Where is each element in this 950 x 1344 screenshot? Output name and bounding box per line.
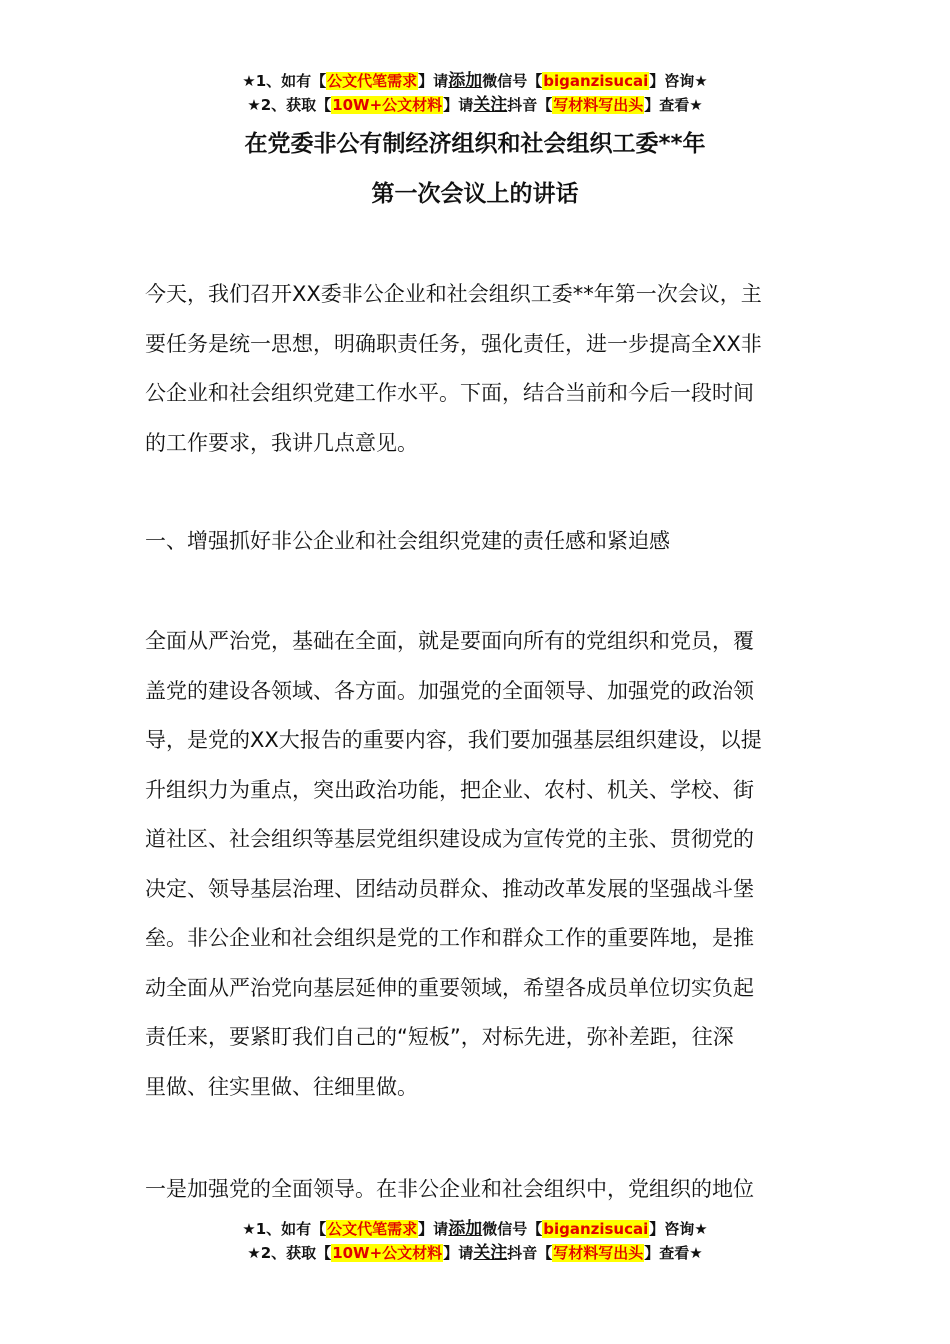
banner-highlight-materials: 10W+公文材料 — [332, 1244, 443, 1262]
intro-paragraph — [145, 270, 807, 468]
section-heading-1 — [145, 517, 807, 567]
banner-text: ★1、如有【 — [242, 72, 327, 90]
banner-line-2 — [0, 94, 950, 118]
text-line: 公企业和社会组织党建工作水平。下面，结合当前和今后一段时间 — [145, 381, 754, 405]
banner-highlight-wechat-id: biganzisucai — [543, 72, 649, 90]
banner-highlight-materials: 10W+公文材料 — [332, 96, 443, 114]
text-line: 升组织力为重点，突出政治功能，把企业、农村、机关、学校、街 — [145, 777, 754, 802]
banner-text: 抖音【 — [507, 96, 553, 114]
text-line: 全面从严治党，基础在全面，就是要面向所有的党组织和党员，覆 — [145, 629, 754, 653]
banner-text: 】请 — [418, 1220, 449, 1238]
banner-text: 微信号【 — [482, 72, 543, 90]
text-line: 一是加强党的全面领导。在非公企业和社会组织中，党组织的地位 — [145, 1177, 754, 1201]
heading-text: 一、增强抓好非公企业和社会组织党建的责任感和紧迫感 — [145, 529, 670, 553]
banner-highlight-wechat-id: biganzisucai — [543, 1220, 649, 1238]
text-line: 责任来，要紧盯我们自己的“短板”，对标先进，弥补差距，往深 — [145, 1025, 734, 1049]
banner-text: 】请 — [443, 1244, 474, 1262]
section-1-paragraph — [145, 617, 807, 1112]
banner-underlined-text: 关注 — [473, 95, 508, 115]
top-banner — [0, 70, 950, 118]
banner-text: 抖音【 — [507, 1244, 553, 1262]
banner-line-2 — [0, 1242, 950, 1266]
banner-underlined-text: 关注 — [473, 1243, 508, 1263]
banner-text: 微信号【 — [482, 1220, 543, 1238]
banner-text: 】咨询★ — [649, 72, 708, 90]
document-title-line-2: 第一次会议上的讲话 — [371, 181, 579, 207]
banner-highlight-service: 公文代笔需求 — [327, 1220, 418, 1238]
banner-highlight-service: 公文代笔需求 — [327, 72, 418, 90]
banner-highlight-douyin: 写材料写出头 — [553, 1244, 644, 1262]
banner-text: ★1、如有【 — [242, 1220, 327, 1238]
banner-text: 】查看★ — [644, 1244, 703, 1262]
text-line: 动全面从严治党向基层延伸的重要领域，希望各成员单位切实负起 — [145, 975, 754, 1000]
text-line: 的工作要求，我讲几点意见。 — [145, 430, 418, 455]
banner-text: 】请 — [443, 96, 474, 114]
document-title-line-1: 在党委非公有制经济组织和社会组织工委**年 — [244, 131, 706, 157]
banner-text: 】咨询★ — [649, 1220, 708, 1238]
banner-underlined-text: 添加 — [448, 1219, 483, 1239]
section-2-paragraph — [145, 1165, 807, 1215]
banner-text: ★2、获取【 — [247, 1244, 332, 1262]
banner-line-1 — [0, 70, 950, 94]
text-line: 里做、往实里做、往细里做。 — [145, 1074, 418, 1099]
banner-text: 】请 — [418, 72, 449, 90]
banner-line-1 — [0, 1218, 950, 1242]
banner-underlined-text: 添加 — [448, 71, 483, 91]
banner-highlight-douyin: 写材料写出头 — [553, 96, 644, 114]
banner-text: ★2、获取【 — [247, 96, 332, 114]
text-line: 垒。非公企业和社会组织是党的工作和群众工作的重要阵地，是推 — [145, 926, 754, 950]
text-line: 决定、领导基层治理、团结动员群众、推动改革发展的坚强战斗堡 — [145, 876, 754, 901]
bottom-banner — [0, 1218, 950, 1266]
text-line: 要任务是统一思想，明确职责任务，强化责任，进一步提高全XX非 — [145, 331, 762, 356]
text-line: 道社区、社会组织等基层党组织建设成为宣传党的主张、贯彻党的 — [145, 827, 754, 851]
text-line: 今天，我们召开XX委非公企业和社会组织工委**年第一次会议，主 — [145, 282, 762, 306]
text-line: 盖党的建设各领域、各方面。加强党的全面领导、加强党的政治领 — [145, 678, 754, 703]
banner-text: 】查看★ — [644, 96, 703, 114]
text-line: 导，是党的XX大报告的重要内容，我们要加强基层组织建设，以提 — [145, 728, 762, 752]
